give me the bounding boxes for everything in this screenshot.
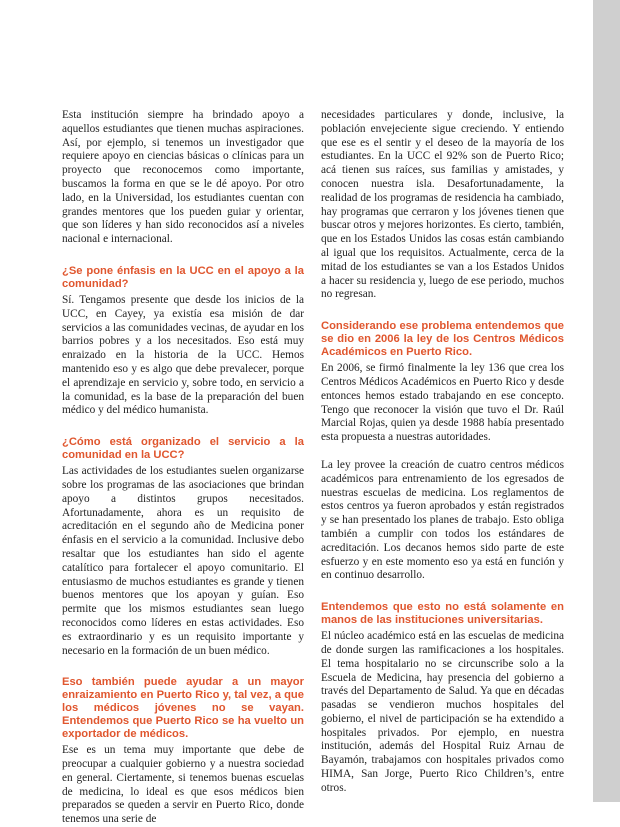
paragraph: El núcleo académico está en las escuelas de medicina de donde surgen las ramificaciones a los hospitales. El tema hospitalario no se circunscribe solo a la Escuela de Medicina, hay presencia del gobierno a través del Departamento de Salud. Ya que en décadas pasadas se vendieron muchos hospitales del gobierno, el nivel de participación se ha extendido a hospitales privados. Por ejemplo, en nuestra institución, además del Hospital Ruiz Arnau de Bayamón, trabajamos con hospitales privados como HIMA, San Jorge, Puerto Rico Children’s, entre otros.: [321, 630, 564, 794]
sidebar: [593, 0, 620, 802]
question-heading: ¿Cómo está organizado el servicio a la comunidad en la UCC?: [62, 436, 304, 462]
paragraph: necesidades particulares y donde, inclusive, la población envejeciente sigue creciendo. Y entiendo que ese es el sentir y el deseo de la mayoría de los estudiantes. En la UCC el 92% son de Puerto Rico; acá tienen sus raíces, sus familias y amistades, y conocen nuestra isla. Desafortunadamente, la realidad de los programas de residencia ha cambiado, hay programas que cerraron y los jóvenes tienen que buscar otros y mejores horizontes. Es cierto, también, que en los Estados Unidos las cosas están cambiando al igual que los requisitos. Actualmente, cerca de la mitad de los estudiantes se van a los Estados Unidos a hacer su residencia y, luego de ese periodo, muchos no regresan.: [321, 109, 564, 301]
paragraph: Esta institución siempre ha brindado apoyo a aquellos estudiantes que tienen muchas aspiraciones. Así, por ejemplo, si tenemos un investigador que requiere apoyo en ciencias básicas o clínicas para un proyecto que reconocemos como importante, buscamos la forma en que se le dé apoyo. Por otro lado, en la Universidad, los estudiantes cuentan con grandes mentores que los pueden guiar y orientar, que son líderes y han sido reconocidos así a niveles nacional e internacional.: [62, 109, 304, 246]
left-column: [62, 109, 304, 827]
question-heading: ¿Se pone énfasis en la UCC en el apoyo a la comunidad?: [62, 264, 304, 290]
question-heading: Considerando ese problema entendemos que se dio en 2006 la ley de los Centros Médicos Académicos en Puerto Rico.: [321, 320, 564, 359]
paragraph: Ese es un tema muy importante que debe de preocupar a cualquier gobierno y a nuestra sociedad en general. Ciertamente, si tenemos buenas escuelas de medicina, lo ideal es que esos médicos bien preparados se queden a servir en Puerto Rico, donde tenemos una serie de: [62, 744, 304, 826]
paragraph: En 2006, se firmó finalmente la ley 136 que crea los Centros Médicos Académicos en Puerto Rico y desde entonces hemos estado trabajando en ese concepto. Tengo que reconocer la visión que tuvo el Dr. Raúl Marcial Rojas, quien ya desde 1988 había presentado esta propuesta a nuestras autoridades.: [321, 362, 564, 444]
paragraph: Sí. Tengamos presente que desde los inicios de la UCC, en Cayey, ya existía esa misión de dar servicios a las comunidades vecinas, de ayudar en los barrios pobres y a los necesitados. Eso está muy enraizado en la historia de la UCC. Hemos mantenido eso y es algo que debe prevalecer, porque el aprendizaje en servicio y, sobre todo, en servicio a la comunidad, es la base de la preparación del buen médico y del médico humanista.: [62, 293, 304, 417]
question-heading: Eso también puede ayudar a un mayor enraizamiento en Puerto Rico y, tal vez, a que los médicos jóvenes no se vayan. Entendemos que Puerto Rico se ha vuelto un exportador de médicos.: [62, 676, 304, 741]
paragraph: Las actividades de los estudiantes suelen organizarse sobre los programas de las asociaciones que brindan apoyo a distintos grupos necesitados. Afortunadamente, ahora es un requisito de acreditación en el segundo año de Medicina poner énfasis en el servicio a la comunidad. Inclusive debo resaltar que los estudiantes han sido el agente catalítico para fortalecer el apoyo comunitario. El entusiasmo de muchos estudiantes es grande y tienen buenos mentores que los apoyan y guían. Eso permite que los mismos estudiantes sean luego reconocidos como líderes en estas actividades. Eso es extraordinario y es un requisito importante y necesario en la formación de un buen médico.: [62, 465, 304, 657]
right-column: [321, 109, 564, 796]
question-heading: Entendemos que esto no está solamente en manos de las instituciones universitarias.: [321, 601, 564, 627]
paragraph: La ley provee la creación de cuatro centros médicos académicos para entrenamiento de los egresados de nuestras escuelas de medicina. Los reglamentos de estos centros ya fueron aprobados y están registrados y se han presentado los planes de trabajo. Esto obliga también a cumplir con todos los estándares de acreditación. Los decanos hemos sido parte de este esfuerzo y en este momento eso ya está en función y en continuo desarrollo.: [321, 458, 564, 582]
